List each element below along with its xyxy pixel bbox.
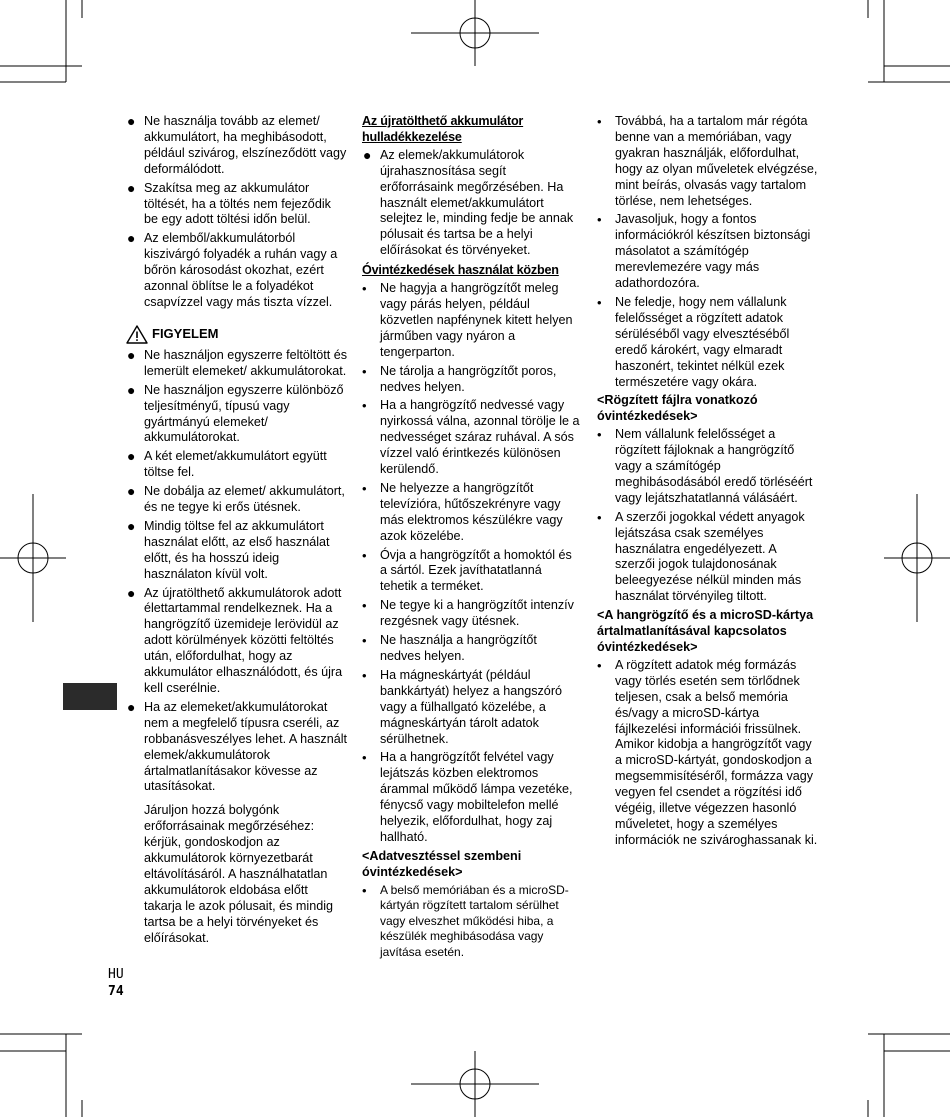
dash-bullet-icon: • — [362, 398, 367, 414]
bullet-icon: ● — [127, 381, 136, 398]
dash-bullet-icon: • — [362, 882, 367, 898]
dash-bullet-icon: • — [362, 633, 367, 649]
list-item: • Ne helyezze a hangrögzítőt televízióra, hűtőszekrényre vagy más elektromos készülékre vagy azok közelébe. — [362, 480, 563, 543]
list-item: • Ha mágneskártyát (például bankkártyát) helyez a hangszóró vagy a fülhallgató közelébe, a mágneskártyán tárolt adatok sérülhetnek. — [362, 667, 563, 746]
warning-triangle-icon — [126, 325, 148, 344]
warning-item: ● Ha az elemeket/akkumulátorokat nem a megfelelő típusra cseréli, az robbanásveszélyes lehet. A használt elemek/akkumulátorok ártalmatlanításakor kövesse az utasításokat. — [127, 698, 348, 794]
dash-bullet-icon: • — [362, 750, 367, 766]
warning-item: ● A két elemet/akkumulátort együtt töltse fel. — [127, 448, 327, 480]
dash-bullet-icon: • — [597, 657, 602, 673]
section-heading-data-loss: <Adatvesztéssel szembeni óvintézkedések> — [362, 848, 522, 879]
recycling-note: Járuljon hozzá bolygónk erőforrásainak megőrzéséhez: kérjük, gondoskodjon az akkumulátorok környezetbarát eltávolításáról. A használhatatlan akkumulátorok eldobása előtt takarja le azok pólusait, és mindig tartsa be a helyi törvényeket és előírásokat. — [144, 803, 334, 945]
list-item: • Ne feledje, hogy nem vállalunk felelősséget a rögzített adatok sérüléséből vagy elvesztéséből eredő károkért, vagy elmaradt haszonért, tekintet nélkül ezek természetére vagy okára. — [597, 294, 790, 389]
list-item: • Nem vállalunk felelősséget a rögzített fájloknak a hangrögzítő vagy a számítógép meghibásodásából eredő törléséért vagy lejátszhatatlanná válásáért. — [597, 427, 813, 505]
dash-bullet-icon: • — [362, 667, 367, 683]
bullet-icon: ● — [127, 230, 136, 247]
page-number: 74 — [108, 984, 124, 999]
dash-bullet-icon: • — [597, 427, 602, 443]
dash-bullet-icon: • — [362, 598, 367, 614]
list-item: ● Szakítsa meg az akkumulátor töltését, ha a töltés nem fejeződik be egy adott töltési időn belül. — [127, 179, 331, 227]
list-item: ● Ne használja tovább az elemet/ akkumulátort, ha meghibásodott, például szivárog, elszíneződött vagy deformálódott. — [127, 113, 347, 176]
list-item: • Ha a hangrögzítőt felvétel vagy lejátszás közben elektromos árammal működő lámpa vezetéke, fénycső vagy mobiltelefon mellé helyezik, előfordulhat, hogy zaj hallható. — [362, 750, 573, 844]
bullet-icon: ● — [127, 346, 136, 363]
dash-bullet-icon: • — [362, 363, 367, 379]
warning-item: ● Ne használjon egyszerre feltöltött és lemerült elemeket/ akkumulátorokat. — [127, 346, 348, 378]
list-item: • Ha a hangrögzítő nedvessé vagy nyirkossá válna, azonnal törölje le a nedvességet száraz ruhával. A sós vízzel való érintkezés különösen kerülendő. — [362, 398, 580, 477]
list-item: • Ne használja a hangrögzítőt nedves helyen. — [362, 633, 537, 663]
column-2 — [362, 114, 580, 964]
list-item: • Ne tegye ki a hangrögzítőt intenzív rezgésnek vagy ütésnek. — [362, 598, 574, 629]
column-3 — [597, 114, 819, 852]
list-item: • Ne tárolja a hangrögzítőt poros, nedves helyen. — [362, 363, 557, 394]
warning-item: ● Az újratölthető akkumulátorok adott élettartammal rendelkeznek. Ha a hangrögzítő üzemideje lerövidül az adott körülmények közötti feltöltés után, előfordulhat, hogy az akkumulátor elhasználódott, és újra kell cserélnie. — [127, 584, 343, 695]
section-heading-disposal: <A hangrögzítő és a microSD-kártya ártalmatlanításával kapcsolatos óvintézkedések> — [597, 608, 814, 654]
dash-bullet-icon: • — [597, 294, 602, 310]
language-code: HU — [108, 967, 124, 982]
bullet-icon: ● — [127, 113, 136, 129]
bullet-icon: ● — [127, 483, 136, 500]
section-heading-recycling: Az újratölthető akkumulátor hulladékkezelése — [362, 114, 524, 144]
dash-bullet-icon: • — [362, 281, 367, 297]
list-item: ● Az elemből/akkumulátorból kiszivárgó folyadék a ruhán vagy a bőrön károsodást okozhat, ezért azonnal öblítse le a folyadékot csapvízzel vagy más tiszta vízzel. — [127, 230, 338, 309]
section-heading-usage: Óvintézkedések használat közben — [362, 263, 559, 278]
warning-item: ● Ne használjon egyszerre különböző teljesítményű, típusú vagy gyártmányú elemeket/ akkumulátorokat. — [127, 381, 344, 445]
bullet-icon: ● — [127, 179, 136, 196]
section-heading-recorded-file: <Rögzített fájlra vonatkozó óvintézkedések> — [597, 393, 758, 424]
dash-bullet-icon: • — [362, 480, 367, 496]
list-item: • Óvja a hangrögzítőt a homoktól és a sártól. Ezek javíthatatlanná tehetik a terméket. — [362, 547, 572, 594]
bullet-icon: ● — [127, 698, 136, 715]
list-item: • Továbbá, ha a tartalom már régóta benne van a memóriában, vagy gyakran használják, előfordulhat, hogy az olyan műveletek elvégzése, mint beírás, olvasás vagy tartalom törlése, nem lehetséges. — [597, 114, 818, 208]
warning-heading: FIGYELEM — [126, 325, 348, 344]
language-tab-marker — [63, 683, 117, 710]
list-item: ● Az elemek/akkumulátorok újrahasznosítása segít erőforrásaink megőrzésében. Ha használt elemet/akkumulátort selejtez le, minding fedje be annak pólusait és tartsa be a helyi előírásokat és törvényeket. — [363, 146, 574, 258]
bullet-icon: ● — [363, 146, 372, 163]
page-footer — [108, 966, 124, 1000]
list-item: • A rögzített adatok még formázás vagy törlés esetén sem törlődnek teljesen, csak a belső memória és/vagy a microSD-kártya fájlkezelési információi frissülnek. Amikor kidobja a hangrögzítőt vagy a microSD-kártyát, gondoskodjon a megsemmisítéséről, formázza vagy vegyen fel csendet a rögzítési idő végéig, illetve végezzen hasonló műveletet, hogy a személyes információk ne szivároghassanak ki. — [597, 657, 818, 847]
list-item: • A szerzői jogokkal védett anyagok lejátszása csak személyes használatra engedélyezett. A szerzői jogok tulajdonosának beleegyezése nélkül minden más használat törvényileg tiltott. — [597, 509, 805, 604]
list-item: • A belső memóriában és a microSD-kártyán rögzített tartalom sérülhet vagy elveszhet működési hiba, a készülék meghibásodása vagy javítása esetén. — [362, 882, 569, 960]
list-item: • Ne hagyja a hangrögzítőt meleg vagy párás helyen, például közvetlen napfénynek kitett helyen járműben vagy nyáron a tengerparton. — [362, 281, 573, 359]
column-1 — [126, 114, 348, 950]
dash-bullet-icon: • — [597, 114, 602, 129]
dash-bullet-icon: • — [597, 509, 602, 525]
warning-item: ● Mindig töltse fel az akkumulátort használat előtt, az első használat előtt, és ha hosszú ideig használaton kívül volt. — [127, 517, 330, 581]
dash-bullet-icon: • — [597, 212, 602, 228]
list-item: • Javasoljuk, hogy a fontos információkról készítsen biztonsági másolatot a számítógép merevlemezére vagy más adathordozóra. — [597, 212, 811, 291]
bullet-icon: ● — [127, 448, 136, 465]
warning-item: ● Ne dobálja az elemet/ akkumulátort, és ne tegye ki erős ütésnek. — [127, 483, 345, 515]
bullet-icon: ● — [127, 517, 136, 534]
dash-bullet-icon: • — [362, 547, 367, 563]
bullet-icon: ● — [127, 584, 136, 601]
